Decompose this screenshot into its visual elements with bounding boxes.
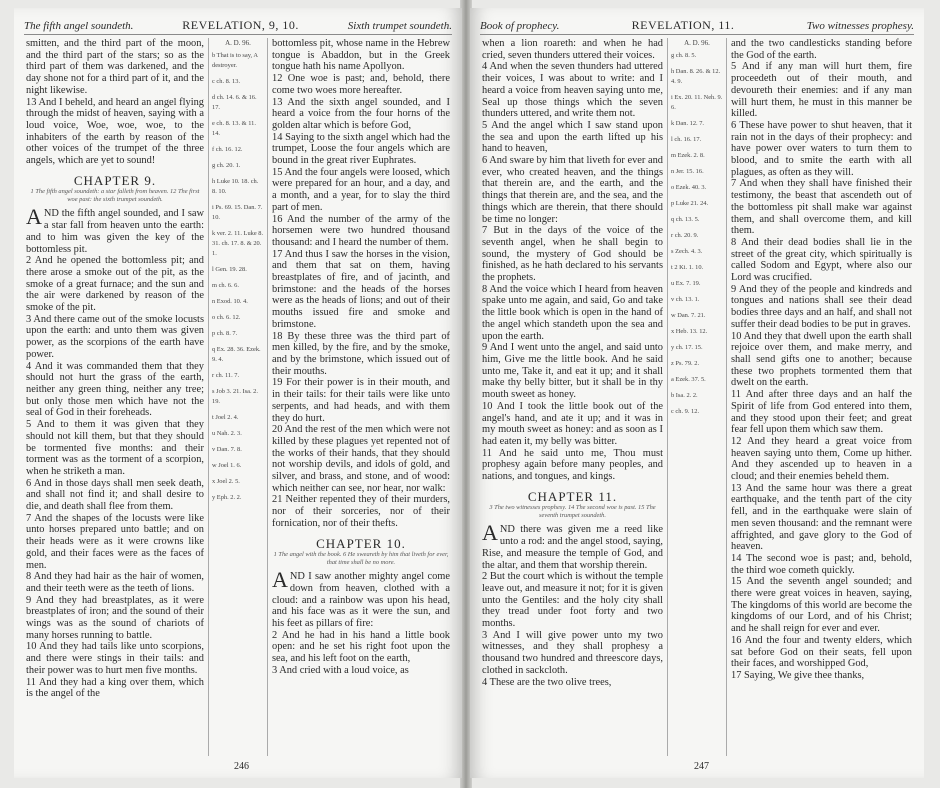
reference-column <box>208 38 268 756</box>
text-column-right <box>727 38 916 756</box>
verse: 17 Saying, We give thee thanks, <box>731 669 865 681</box>
cross-reference: n Exod. 10. 4. <box>212 298 248 305</box>
cross-reference: z Ps. 79. 2. <box>671 360 700 367</box>
verse: 11 And they had a king over them, which is the angel of the <box>26 676 204 700</box>
cross-reference: y Eph. 2. 2. <box>212 494 242 501</box>
header-right: Two witnesses prophesy. <box>806 20 914 32</box>
text-column-left <box>478 38 667 756</box>
text-columns <box>22 38 454 756</box>
cross-reference: y ch. 17. 15. <box>671 344 703 351</box>
verse: 17 And thus I saw the horses in the vision, and them that sat on them, having breastplates of fire, and of jacinth, and brimstone: and the heads of the horses were as the heads of lions; and out of their mouths issued fire and smoke and brimstone. <box>272 248 450 330</box>
verse: 8 And they had hair as the hair of women, and their teeth were as the teeth of lions. <box>26 571 204 594</box>
left-page <box>14 8 462 778</box>
cross-reference: v Dan. 7. 8. <box>212 446 242 453</box>
verse: 13 And I beheld, and heard an angel flying through the midst of heaven, saying with a loud voice, Woe, woe, woe, to the inhabiters of the earth by reason of the other voices of the trumpet of the three angels, which are yet to sound! <box>26 96 204 167</box>
verse: 13 And the same hour was there a great earthquake, and the tenth part of the city fell, and in the earthquake were slain of men seven thousand: and the remnant were affrighted, and gave glory to the God of heaven. <box>731 482 912 553</box>
cross-reference: x Heb. 13. 12. <box>671 328 708 335</box>
verse: bottomless pit, whose name in the Hebrew tongue is Abaddon, but in the Greek tongue hath his name Apollyon. <box>272 38 450 73</box>
text-column-right <box>268 38 454 756</box>
cross-reference: k Dan. 12. 7. <box>671 120 705 127</box>
verse: 7 But in the days of the voice of the seventh angel, when he shall begin to sound, the mystery of God should be finished, as he hath declared to his servants the prophets. <box>482 225 663 284</box>
cross-reference: p Luke 21. 24. <box>671 200 709 207</box>
chapter-title: CHAPTER 9. <box>73 172 157 188</box>
text-columns <box>478 38 916 756</box>
verse: and the two candlesticks standing before the God of the earth. <box>731 38 912 61</box>
cross-reference: r ch. 11. 7. <box>212 372 240 379</box>
verse: 13 And the sixth angel sounded, and I heard a voice from the four horns of the golden altar which is before God, <box>272 96 450 131</box>
verse: 20 And the rest of the men which were not killed by these plagues yet repented not of the works of their hands, that they should not worship devils, and idols of gold, and silver, and brass, and stone, and of wood: which neither can see, nor hear, nor walk: <box>272 424 450 494</box>
verse: 4 These are the two olive trees, <box>482 676 612 688</box>
text-column-left <box>22 38 208 756</box>
verse: 10 And they that dwell upon the earth shall rejoice over them, and make merry, and shall send gifts one to another; because these two prophets tormented them that dwelt on the earth. <box>731 330 912 389</box>
cross-reference: q Ex. 28. 36. Ezek. 9. 4. <box>212 346 261 363</box>
verse: 16 And the four and twenty elders, which sat before God on their seats, fell upon their faces, and worshipped God, <box>731 634 912 670</box>
refs-head: A. D. 96. <box>225 39 251 47</box>
verse: 2 But the court which is without the temple leave out, and measure it not; for it is given unto the Gentiles: and the holy city shall they tread under foot forty and two months. <box>482 571 663 630</box>
cross-reference: h Dan. 8. 26. & 12. 4. 9. <box>671 68 721 85</box>
header-left: Book of prophecy. <box>480 20 560 32</box>
header-center: REVELATION, 9, 10. <box>182 18 299 32</box>
running-head <box>480 18 914 35</box>
cross-reference: v ch. 13. 1. <box>671 296 700 303</box>
verse: 8 And their dead bodies shall lie in the street of the great city, which spiritually is called Sodom and Egypt, where also our Lord was crucified. <box>731 236 912 284</box>
cross-reference: s Job 3. 21. Isa. 2. 19. <box>212 388 258 405</box>
cross-reference: r ch. 20. 9. <box>671 232 699 239</box>
verse: 9 And they of the people and kindreds and tongues and nations shall see their dead bodies three days and an half, and shall not suffer their dead bodies to be put in graves. <box>731 283 912 330</box>
reference-column <box>667 38 727 756</box>
verse: 14 Saying to the sixth angel which had the trumpet, Loose the four angels which are bound in the great river Euphrates. <box>272 131 450 167</box>
cross-reference: x Joel 2. 5. <box>212 478 240 485</box>
chapter-summary: 1 The fifth angel soundeth: a star falleth from heaven. 12 The first woe past: the sixth trumpet soundeth. <box>30 188 200 204</box>
verse: AND there was given me a reed like unto a rod: and the angel stood, saying, Rise, and measure the temple of God, and the altar, and them that worship therein. <box>482 520 663 571</box>
verse: 21 Neither repented they of their murders, nor of their sorceries, nor of their fornication, nor of their thefts. <box>272 494 450 529</box>
chapter-title: CHAPTER 10. <box>316 535 406 551</box>
cross-reference: i Ex. 20. 11. Neh. 9. 6. <box>671 94 723 111</box>
header-center: REVELATION, 11. <box>631 18 735 32</box>
verse: 8 And the voice which I heard from heaven spake unto me again, and said, Go and take the little book which is open in the hand of the angel which standeth upon the sea and upon the earth. <box>482 283 663 342</box>
cross-reference: i Ps. 69. 15. Dan. 7. 10. <box>212 204 263 221</box>
header-left: The fifth angel soundeth. <box>24 20 134 32</box>
verse: 5 And to them it was given that they should not kill them, but that they should be tormented five months: and their torment was as the torment of a scorpion, when he striketh a man. <box>26 419 204 477</box>
verse: 10 And I took the little book out of the angel's hand, and ate it up; and it was in my mouth sweet as honey: and as soon as I had eaten it, my belly was bitter. <box>482 400 663 447</box>
cross-reference: l ch. 16. 17. <box>671 136 702 143</box>
verse: 7 And the shapes of the locusts were like unto horses prepared unto battle; and on their heads were as it were crowns like gold, and their faces were as the faces of men. <box>26 512 204 571</box>
verse: 2 And he opened the bottomless pit; and there arose a smoke out of the pit, as the smoke of a great furnace; and the sun and the air were darkened by reason of the smoke of the pit. <box>26 255 204 314</box>
cross-reference: g ch. 8. 5. <box>671 52 697 59</box>
cross-reference: l Gen. 19. 28. <box>212 266 247 273</box>
verse: AND I saw another mighty angel come down from heaven, clothed with a cloud: and a rainbow was upon his head, and his face was as it were the sun, and his feet as pillars of fire: <box>272 567 450 630</box>
verse: 19 For their power is in their mouth, and in their tails: for their tails were like unto serpents, and had heads, and with them they do hurt. <box>272 377 450 424</box>
cross-reference: m Ezek. 2. 8. <box>671 152 705 159</box>
cross-reference: o Ezek. 40. 3. <box>671 184 707 191</box>
cross-reference: b That is to say, A destroyer. <box>212 52 258 69</box>
verse: 4 And it was commanded them that they should not hurt the grass of the earth, neither any green thing, neither any tree; but only those men which have not the seal of God in their foreheads. <box>26 360 204 419</box>
cross-reference: e ch. 8. 13. & 11. 14. <box>212 120 256 137</box>
cross-reference: o ch. 6. 12. <box>212 314 241 321</box>
cross-reference: t Joel 2. 4. <box>212 414 239 421</box>
verse: smitten, and the third part of the moon, and the third part of the stars; so as the third part of them was darkened, and the day shone not for a third part of it, and the night likewise. <box>26 38 204 96</box>
verse: 11 And he said unto me, Thou must prophesy again before many peoples, and nations, and tongues, and kings. <box>482 447 663 483</box>
verse: 7 And when they shall have finished their testimony, the beast that ascendeth out of the bottomless pit shall make war against them, and shall overcome them, and kill them. <box>731 178 912 237</box>
cross-reference: w Dan. 7. 21. <box>671 312 706 319</box>
cross-reference: a Ezek. 37. 5. <box>671 376 706 383</box>
verse: 2 And he had in his hand a little book open: and he set his right foot upon the sea, and his left foot on the earth, <box>272 629 450 665</box>
cross-reference: w Joel 1. 6. <box>212 462 242 469</box>
cross-reference: p ch. 8. 7. <box>212 330 238 337</box>
verse: 6 And in those days shall men seek death, and shall not find it; and shall desire to die, and death shall flee from them. <box>26 477 204 513</box>
verse: when a lion roareth: and when he had cried, seven thunders uttered their voices. <box>482 38 663 61</box>
verse: 9 And they had breastplates, as it were breastplates of iron; and the sound of their wings was as the sound of chariots of many horses running to battle. <box>26 594 204 641</box>
verse: 3 And cried with a loud voice, as <box>272 664 409 676</box>
cross-reference: q ch. 13. 5. <box>671 216 700 223</box>
cross-reference: n Jer. 15. 16. <box>671 168 704 175</box>
drop-cap: A <box>482 520 498 546</box>
verse: 9 And I went unto the angel, and said unto him, Give me the little book. And he said unto me, Take it, and eat it up; and it shall make thy belly bitter, but it shall be in thy mouth sweet as honey. <box>482 342 663 401</box>
verse: 3 And there came out of the smoke locusts upon the earth: and unto them was given power, as the scorpions of the earth have power. <box>26 313 204 360</box>
cross-reference: f ch. 16. 12. <box>212 146 243 153</box>
verse: 6 These have power to shut heaven, that it rain not in the days of their prophecy: and have power over waters to turn them to blood, and to smite the earth with all plagues, as often as they will. <box>731 119 912 178</box>
verse: 3 And I will give power unto my two witnesses, and they shall prophesy a thousand two hundred and threescore days, clothed in sackcloth. <box>482 629 663 676</box>
page-number: 247 <box>694 761 709 772</box>
verse: 18 By these three was the third part of men killed, by the fire, and by the smoke, and by the brimstone, which issued out of their mouths. <box>272 330 450 377</box>
cross-reference: t 2 Ki. 1. 10. <box>671 264 704 271</box>
chapter-summary: 1 The angel with the book. 6 He sweareth by him that liveth for ever, that time shall be no more. <box>273 551 449 567</box>
verse: 11 And after three days and an half the Spirit of life from God entered into them, and they stood upon their feet; and great fear fell upon them which saw them. <box>731 389 912 436</box>
verse: 5 And the angel which I saw stand upon the sea and upon the earth lifted up his hand to heaven, <box>482 119 663 155</box>
cross-reference: g ch. 20. 1. <box>212 162 241 169</box>
verse: 15 And the seventh angel sounded; and there were great voices in heaven, saying, The kingdoms of this world are become the kingdoms of our Lord, and of his Christ; and he shall reign for ever and ever. <box>731 576 912 635</box>
verse: 14 The second woe is past; and, behold, the third woe cometh quickly. <box>731 552 912 576</box>
verse: 5 And if any man will hurt them, fire proceedeth out of their mouth, and devoureth their enemies: and if any man will hurt them, he must in this manner be killed. <box>731 61 912 120</box>
verse: 10 And they had tails like unto scorpions, and there were stings in their tails: and their power was to hurt men five months. <box>26 641 204 676</box>
cross-reference: k ver. 2. 11. Luke 8. 31. ch. 17. 8. & 20. 1. <box>212 230 264 257</box>
cross-reference: c ch. 8. 13. <box>212 78 241 85</box>
drop-cap: A <box>26 204 42 230</box>
verse: 12 And they heard a great voice from heaven saying unto them, Come up hither. And they ascended up to heaven in a cloud; and their enemies beheld them. <box>731 435 912 483</box>
verse: 6 And sware by him that liveth for ever and ever, who created heaven, and the things that therein are, and the earth, and the things that therein are, and the sea, and the things which are therein, that there should be time no longer: <box>482 155 663 225</box>
verse: 4 And when the seven thunders had uttered their voices, I was about to write: and I heard a voice from heaven saying unto me, Seal up those things which the seven thunders uttered, and write them not. <box>482 61 663 120</box>
verse: 12 One woe is past; and, behold, there come two woes more hereafter. <box>272 73 450 96</box>
cross-reference: c ch. 9. 12. <box>671 408 700 415</box>
cross-reference: m ch. 6. 6. <box>212 282 239 289</box>
refs-head: A. D. 96. <box>684 39 710 47</box>
drop-cap: A <box>272 567 288 593</box>
verse: AND the fifth angel sounded, and I saw a star fall from heaven unto the earth: and to him was given the key of the bottomless pit. <box>26 204 204 255</box>
verse: 16 And the number of the army of the horsemen were two hundred thousand thousand: and I heard the number of them. <box>272 213 450 248</box>
chapter-title: CHAPTER 11. <box>527 488 618 504</box>
chapter-summary: 3 The two witnesses prophesy. 14 The second woe is past. 15 The seventh trumpet soundeth. <box>489 504 656 520</box>
header-right: Sixth trumpet soundeth. <box>347 20 452 32</box>
running-head <box>24 18 452 35</box>
cross-reference: b Isa. 2. 2. <box>671 392 698 399</box>
page-number: 246 <box>234 761 249 772</box>
cross-reference: u Nah. 2. 3. <box>212 430 242 437</box>
cross-reference: u Ex. 7. 19. <box>671 280 701 287</box>
right-page <box>470 8 924 778</box>
verse: 15 And the four angels were loosed, which were prepared for an hour, and a day, and a month, and a year, for to slay the third part of men. <box>272 166 450 213</box>
cross-reference: d ch. 14. 6. & 16. 17. <box>212 94 257 111</box>
cross-reference: h Luke 10. 18. ch. 8. 10. <box>212 178 259 195</box>
cross-reference: s Zech. 4. 3. <box>671 248 703 255</box>
